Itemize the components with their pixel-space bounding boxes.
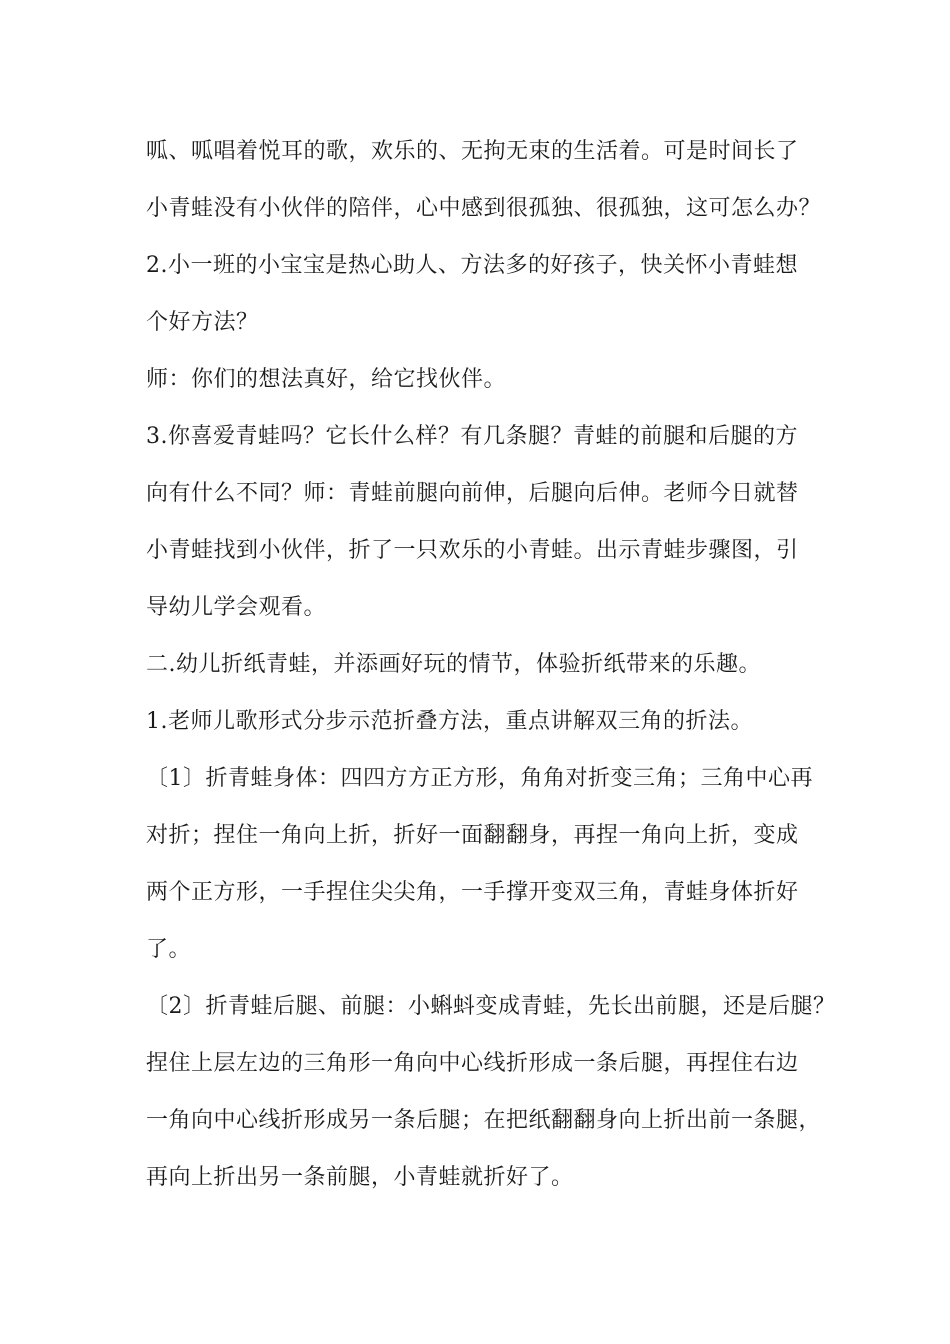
text-line: 一角向中心线折形成另一条后腿；在把纸翻翻身向上折出前一条腿，	[146, 1108, 822, 1133]
text-line: 两个正方形，一手捏住尖尖角，一手撑开变双三角，青蛙身体折好	[146, 880, 799, 905]
text-line: 对折；捏住一角向上折，折好一面翻翻身，再捏一角向上折，变成	[146, 823, 799, 848]
text-line: 2.小一班的小宝宝是热心助人、方法多的好孩子，快关怀小青蛙想	[146, 253, 798, 278]
text-line: 个好方法？	[146, 310, 259, 335]
text-line: 呱、呱唱着悦耳的歌，欢乐的、无拘无束的生活着。可是时间长了	[146, 139, 799, 164]
text-line: 再向上折出另一条前腿，小青蛙就折好了。	[146, 1165, 574, 1190]
text-line: 小青蛙没有小伙伴的陪伴，心中感到很孤独、很孤独，这可怎么办？	[146, 196, 822, 221]
text-line: 〔1〕折青蛙身体：四四方方正方形，角角对折变三角；三角中心再	[146, 766, 813, 791]
text-line: 3.你喜爱青蛙吗？它长什么样？有几条腿？青蛙的前腿和后腿的方	[146, 424, 798, 449]
text-line: 了。	[146, 937, 192, 962]
text-line: 向有什么不同？师：青蛙前腿向前伸，后腿向后伸。老师今日就替	[146, 481, 799, 506]
text-line: 〔2〕折青蛙后腿、前腿：小蝌蚪变成青蛙，先长出前腿，还是后腿？	[146, 994, 836, 1019]
text-line: 1.老师儿歌形式分步示范折叠方法，重点讲解双三角的折法。	[146, 709, 753, 734]
text-line: 师：你们的想法真好，给它找伙伴。	[146, 367, 507, 392]
text-line: 二.幼儿折纸青蛙，并添画好玩的情节，体验折纸带来的乐趣。	[146, 652, 761, 677]
text-line: 导幼儿学会观看。	[146, 595, 327, 620]
text-line: 小青蛙找到小伙伴，折了一只欢乐的小青蛙。出示青蛙步骤图，引	[146, 538, 799, 563]
text-line: 捏住上层左边的三角形一角向中心线折形成一条后腿，再捏住右边	[146, 1051, 799, 1076]
